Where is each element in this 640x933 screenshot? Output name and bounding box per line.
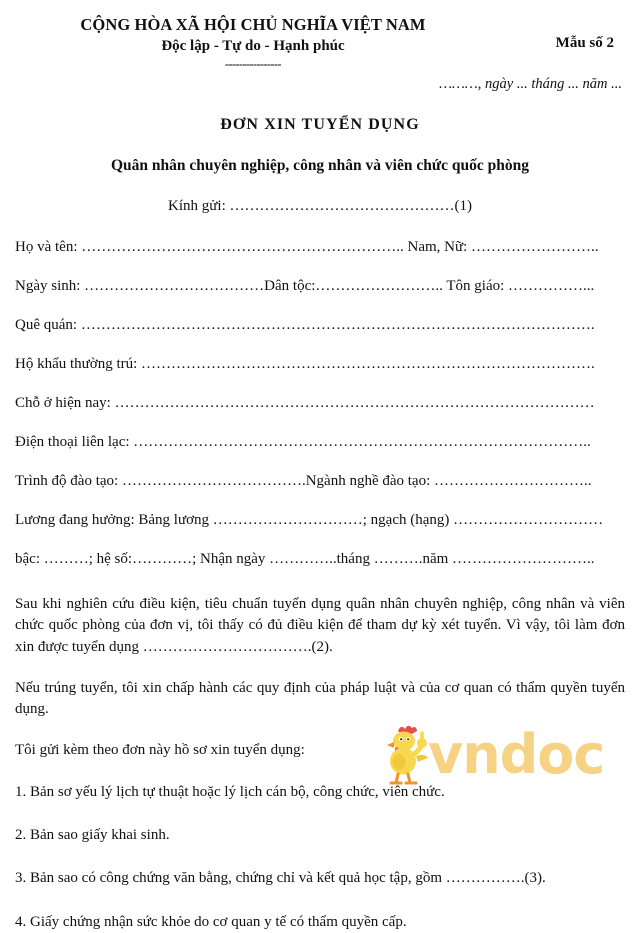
national-motto: Độc lập - Tự do - Hạnh phúc: [161, 38, 345, 55]
attachments-intro: Tôi gửi kèm theo đơn này hồ sơ xin tuyển dụng:: [15, 742, 305, 759]
document-header: [0, 0, 640, 92]
attachment-item-1: 1. Bản sơ yếu lý lịch tự thuật hoặc lý lịch cán bộ, công chức, viên chức.: [15, 783, 445, 800]
field-permanent-residence[interactable]: Hộ khẩu thường trú: ……………………………………………………………………………….: [15, 356, 595, 372]
form-code-label: Mẫu số 2: [555, 35, 614, 51]
date-place-line: ………, ngày ... tháng ... năm ...: [439, 76, 622, 92]
field-current-salary-scale-and-rank[interactable]: Lương đang hưởng: Bảng lương …………………………; ngạch (hạng) …………………………: [15, 512, 604, 528]
motto-separator-rule: ----------------: [225, 57, 281, 72]
field-full-name[interactable]: Họ và tên: ……………………………………………………….. Nam, Nữ: ……………………..: [15, 239, 599, 255]
national-heading-block: [18, 14, 488, 70]
addressee-line: Kính gửi: ………………………………………(1): [168, 198, 472, 214]
field-hometown[interactable]: Quê quán: ………………………………………………………………………………………….: [15, 317, 595, 333]
field-education-level-and-major[interactable]: Trình độ đào tạo: ……………………………….Ngành nghề đào tạo: …………………………..: [15, 473, 592, 489]
attachment-item-2: 2. Bản sao giấy khai sinh.: [15, 827, 170, 844]
attachment-item-3: 3. Bản sao có công chứng văn bằng, chứng chỉ và kết quả học tập, gồm …………….(3).: [15, 870, 546, 887]
paragraph-application-reason: Sau khi nghiên cứu điều kiện, tiêu chuẩn tuyển dụng quân nhân chuyên nghiệp, công nhân và viên chức quốc phòng của đơn vị, tôi thấy có đủ điều kiện để tham dự kỳ xét tuyển. Vì vậy, tôi làm đơn xin được tuyển dụng …………………………….(2).: [15, 596, 625, 655]
field-current-address[interactable]: Chỗ ở hiện nay: ……………………………………………………………………………………: [15, 395, 595, 411]
page-subtitle: Quân nhân chuyên nghiệp, công nhân và viên chức quốc phòng: [110, 157, 530, 174]
watermark-wordmark: vndoc: [428, 723, 605, 786]
form-fields-list: [0, 238, 640, 568]
national-name: CỘNG HÒA XÃ HỘI CHỦ NGHĨA VIỆT NAM: [80, 15, 426, 34]
page-title: ĐƠN XIN TUYỂN DỤNG: [220, 116, 420, 133]
field-contact-phone[interactable]: Điện thoại liên lạc: ………………………………………………………………………………..: [15, 434, 591, 450]
document-body: [0, 594, 640, 933]
paragraph-compliance-pledge: Nếu trúng tuyển, tôi xin chấp hành các quy định của pháp luật và của cơ quan có thẩm quyền tuyển dụng.: [15, 679, 625, 718]
attachment-item-4: 4. Giấy chứng nhận sức khỏe do cơ quan y tế có thẩm quyền cấp.: [15, 913, 407, 930]
field-birthdate-ethnicity-religion[interactable]: Ngày sinh: ………………………………Dân tộc:…………………….. Tôn giáo: ……………...: [15, 278, 595, 294]
field-grade-coefficient-and-date[interactable]: bậc: ………; hệ số:…………; Nhận ngày …………..tháng ……….năm ………………………..: [15, 551, 595, 567]
